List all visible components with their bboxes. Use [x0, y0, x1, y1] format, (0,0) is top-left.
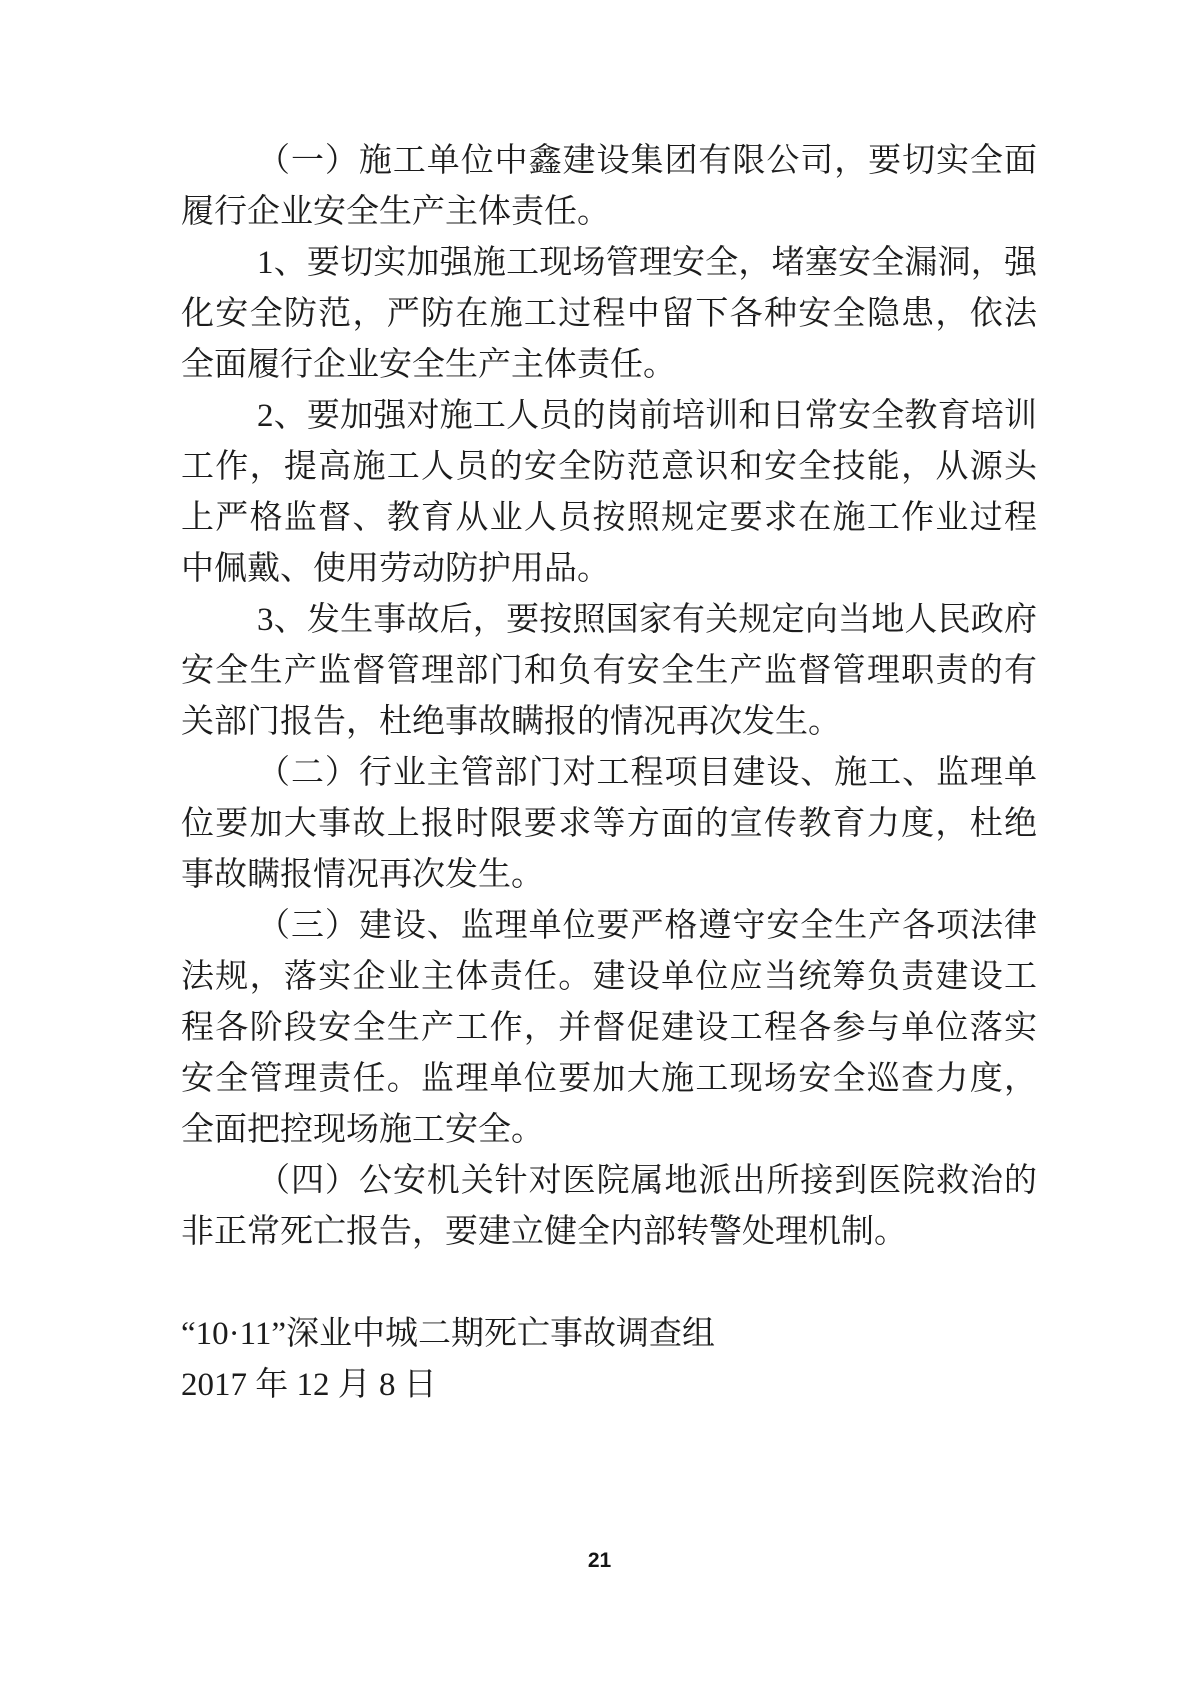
signature-line: “10·11”深业中城二期死亡事故调查组	[181, 1316, 716, 1352]
paragraph-6: （三）建设、监理单位要严格遵守安全生产各项法律法规，落实企业主体责任。建设单位应当统筹负责建设工程各阶段安全生产工作，并督促建设工程各参与单位落实安全管理责任。监理单位要加大施工现场安全巡查力度，全面把控现场施工安全。	[181, 908, 1037, 1148]
paragraph-4: 3、发生事故后，要按照国家有关规定向当地人民政府安全生产监督管理部门和负有安全生产监督管理职责的有关部门报告，杜绝事故瞒报的情况再次发生。	[181, 602, 1037, 740]
page-number: 21	[587, 1549, 612, 1572]
paragraph-7: （四）公安机关针对医院属地派出所接到医院救治的非正常死亡报告，要建立健全内部转警处理机制。	[181, 1163, 1037, 1250]
paragraph-3: 2、要加强对施工人员的岗前培训和日常安全教育培训工作，提高施工人员的安全防范意识和安全技能，从源头上严格监督、教育从业人员按照规定要求在施工作业过程中佩戴、使用劳动防护用品。	[181, 398, 1037, 587]
date-line: 2017 年 12 月 8 日	[181, 1367, 437, 1403]
paragraph-2: 1、要切实加强施工现场管理安全，堵塞安全漏洞，强化安全防范，严防在施工过程中留下各种安全隐患，依法全面履行企业安全生产主体责任。	[181, 245, 1037, 383]
paragraph-1: （一）施工单位中鑫建设集团有限公司，要切实全面履行企业安全生产主体责任。	[181, 143, 1037, 230]
paragraph-5: （二）行业主管部门对工程项目建设、施工、监理单位要加大事故上报时限要求等方面的宣传教育力度，杜绝事故瞒报情况再次发生。	[181, 755, 1037, 893]
document-body	[181, 136, 1037, 1411]
